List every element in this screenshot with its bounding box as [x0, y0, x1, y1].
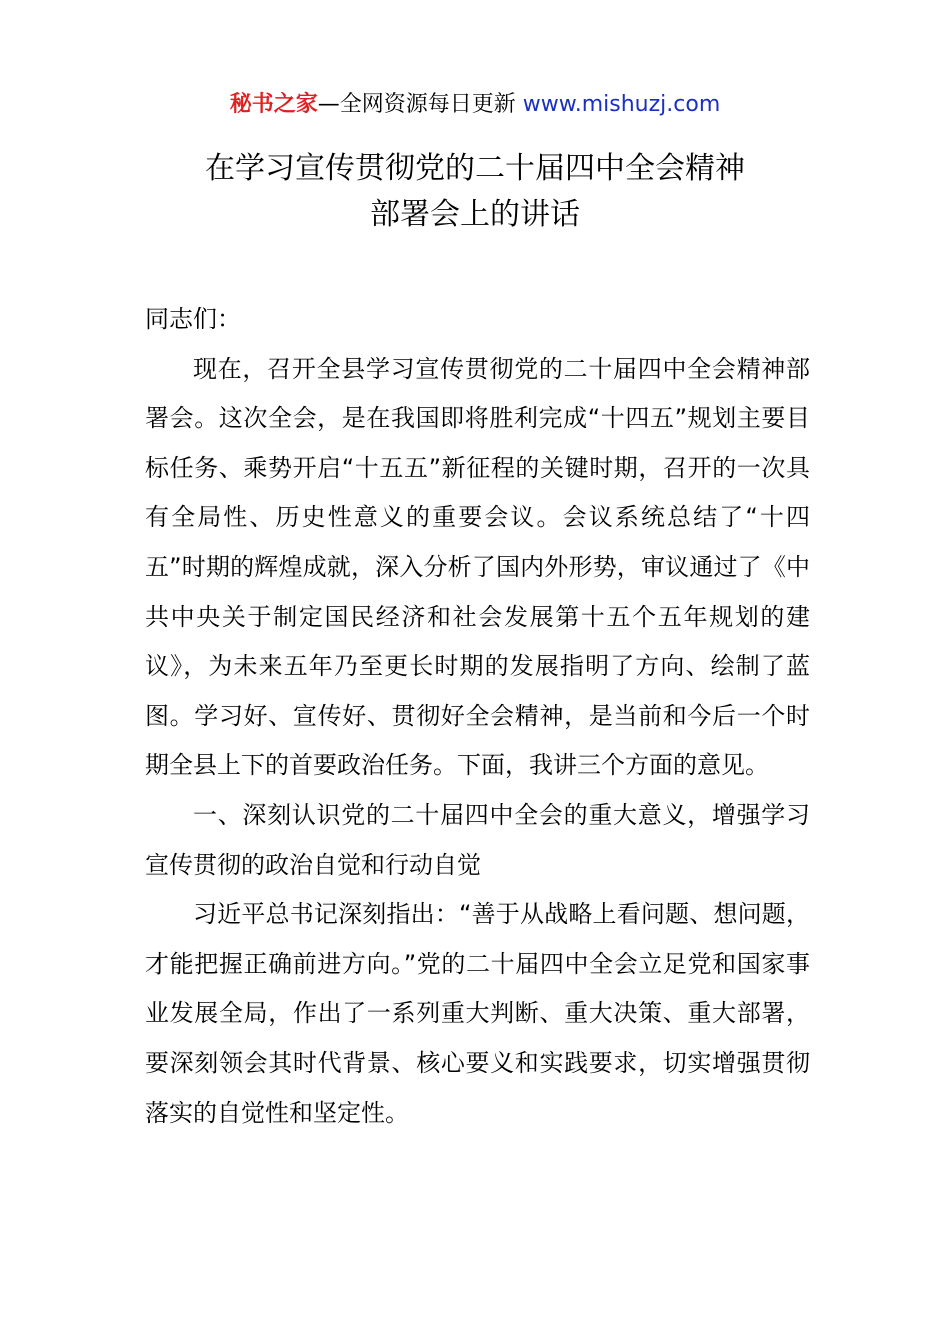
title-line-2: 部署会上的讲话	[370, 197, 580, 232]
site-url-link[interactable]: www.mishuzj.com	[522, 92, 721, 117]
salutation: 同志们：	[145, 305, 241, 333]
paragraph-opening: 现在，召开全县学习宣传贯彻党的二十届四中全会精神部署会。这次全会，是在我国即将胜利完成“十四五”规划主要目标任务、乘势开启“十五五”新征程的关键时期，召开的一次具有全局性、历史性意义的重要会议。会议系统总结了“十四五”时期的辉煌成就，深入分析了国内外形势，审议通过了《中共中央关于制定国民经济和社会发展第十五个五年规划的建议》，为未来五年乃至更长时期的发展指明了方向、绘制了蓝图。学习好、宣传好、贯彻好全会精神，是当前和今后一个时期全县上下的首要政治任务。下面，我讲三个方面的意见。	[145, 354, 810, 780]
site-header	[0, 88, 950, 122]
document-body	[145, 295, 810, 1138]
section-heading-1: 一、深刻认识党的二十届四中全会的重大意义，增强学习宣传贯彻的政治自觉和行动自觉	[145, 800, 810, 879]
paragraph-section-1: 习近平总书记深刻指出：“善于从战略上看问题、想问题，才能把握正确前进方向。”党的二十届四中全会立足党和国家事业发展全局，作出了一系列重大判断、重大决策、重大部署，要深刻领会其时代背景、核心要义和实践要求，切实增强贯彻落实的自觉性和坚定性。	[145, 900, 810, 1127]
document-title	[0, 146, 950, 238]
site-tagline: —全网资源每日更新	[317, 92, 523, 117]
title-line-1: 在学习宣传贯彻党的二十届四中全会精神	[205, 151, 745, 186]
site-brand: 秘书之家	[229, 92, 318, 117]
